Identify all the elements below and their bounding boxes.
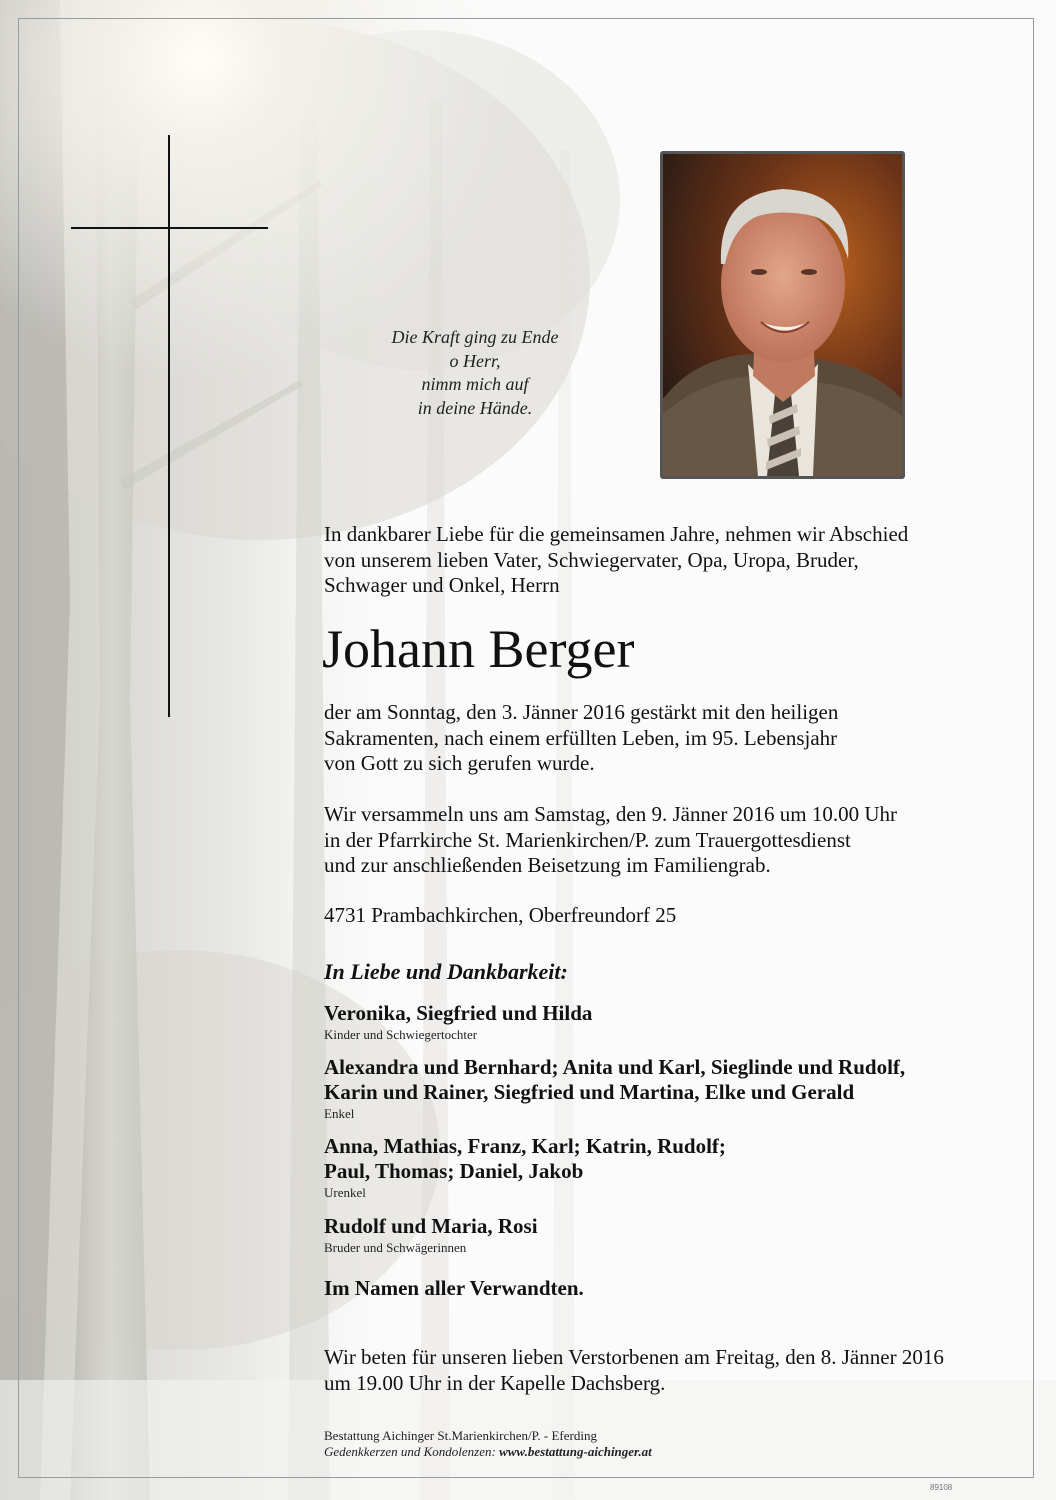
verse-line: nimm mich auf — [421, 374, 529, 394]
family-group-siblings — [324, 1214, 1004, 1256]
family-group-great-grandchildren — [324, 1134, 1004, 1201]
family-names-line: Karin und Rainer, Siegfried und Martina, Elke und Gerald — [324, 1080, 855, 1104]
service-line: in der Pfarrkirche St. Marienkirchen/P. zum Trauergottesdienst — [324, 827, 851, 852]
intro-line: von unserem lieben Vater, Schwiegervater, Opa, Uropa, Bruder, — [324, 547, 859, 572]
death-notice-line: der am Sonntag, den 3. Jänner 2016 gestärkt mit den heiligen — [324, 700, 839, 724]
footer — [324, 1428, 652, 1460]
deceased-name: Johann Berger — [322, 619, 635, 679]
family-names-line: Paul, Thomas; Daniel, Jakob — [324, 1159, 584, 1183]
family-names — [324, 1214, 1004, 1239]
verse — [360, 326, 590, 420]
address: 4731 Prambachkirchen, Oberfreundorf 25 — [324, 903, 677, 927]
family-role: Kinder und Schwiegertochter — [324, 1027, 478, 1042]
verse-line: o Herr, — [449, 350, 501, 371]
verse-line: Die Kraft ging zu Ende — [391, 327, 559, 347]
service-line: Wir versammeln uns am Samstag, den 9. Jänner 2016 um 10.00 Uhr — [324, 802, 898, 826]
family-names-line: Alexandra und Bernhard; Anita und Karl, Sieglinde und Rudolf, — [324, 1055, 906, 1079]
family-names — [324, 1055, 1004, 1105]
family-names — [324, 1134, 1004, 1184]
family-role: Bruder und Schwägerinnen — [324, 1240, 467, 1255]
intro-line: In dankbarer Liebe für die gemeinsamen Jahre, nehmen wir Abschied — [324, 522, 909, 546]
service-info — [324, 802, 994, 879]
service-line: und zur anschließenden Beisetzung im Familiengrab. — [324, 853, 771, 877]
family-role: Urenkel — [324, 1185, 366, 1200]
cross-vertical-bar — [168, 135, 170, 717]
portrait-photo — [660, 151, 905, 479]
family-names-line: Veronika, Siegfried und Hilda — [324, 1001, 593, 1025]
family-names-line: Anna, Mathias, Franz, Karl; Katrin, Rudolf; — [324, 1134, 726, 1158]
intro-text — [324, 522, 984, 599]
family-names — [324, 1001, 1004, 1026]
death-notice — [324, 700, 994, 777]
intro-line: Schwager und Onkel, Herrn — [324, 573, 560, 597]
footer-website-link[interactable]: www.bestattung-aichinger.at — [499, 1444, 652, 1459]
verse-line: in deine Hände. — [417, 397, 533, 418]
prayer-line: Wir beten für unseren lieben Verstorbenen am Freitag, den 8. Jänner 2016 — [324, 1345, 944, 1369]
family-group-grandchildren — [324, 1055, 1004, 1122]
family-names-line: Rudolf und Maria, Rosi — [324, 1214, 538, 1238]
family-role: Enkel — [324, 1106, 355, 1121]
footer-condolences-label: Gedenkkerzen und Kondolenzen: — [324, 1444, 500, 1459]
prayer-info — [324, 1345, 1004, 1396]
thanks-heading: In Liebe und Dankbarkeit: — [324, 959, 568, 984]
cross-horizontal-bar — [71, 227, 268, 229]
death-notice-line: Sakramenten, nach einem erfüllten Leben, im 95. Lebensjahr — [324, 725, 838, 750]
all-relatives: Im Namen aller Verwandten. — [324, 1276, 584, 1300]
prayer-line: um 19.00 Uhr in der Kapelle Dachsberg. — [324, 1370, 666, 1395]
footer-undertaker: Bestattung Aichinger St.Marienkirchen/P. - Eferding — [324, 1428, 597, 1443]
family-group-children — [324, 1001, 1004, 1043]
print-code: 89108 — [930, 1483, 953, 1492]
footer-condolences — [324, 1444, 652, 1460]
death-notice-line: von Gott zu sich gerufen wurde. — [324, 751, 595, 775]
